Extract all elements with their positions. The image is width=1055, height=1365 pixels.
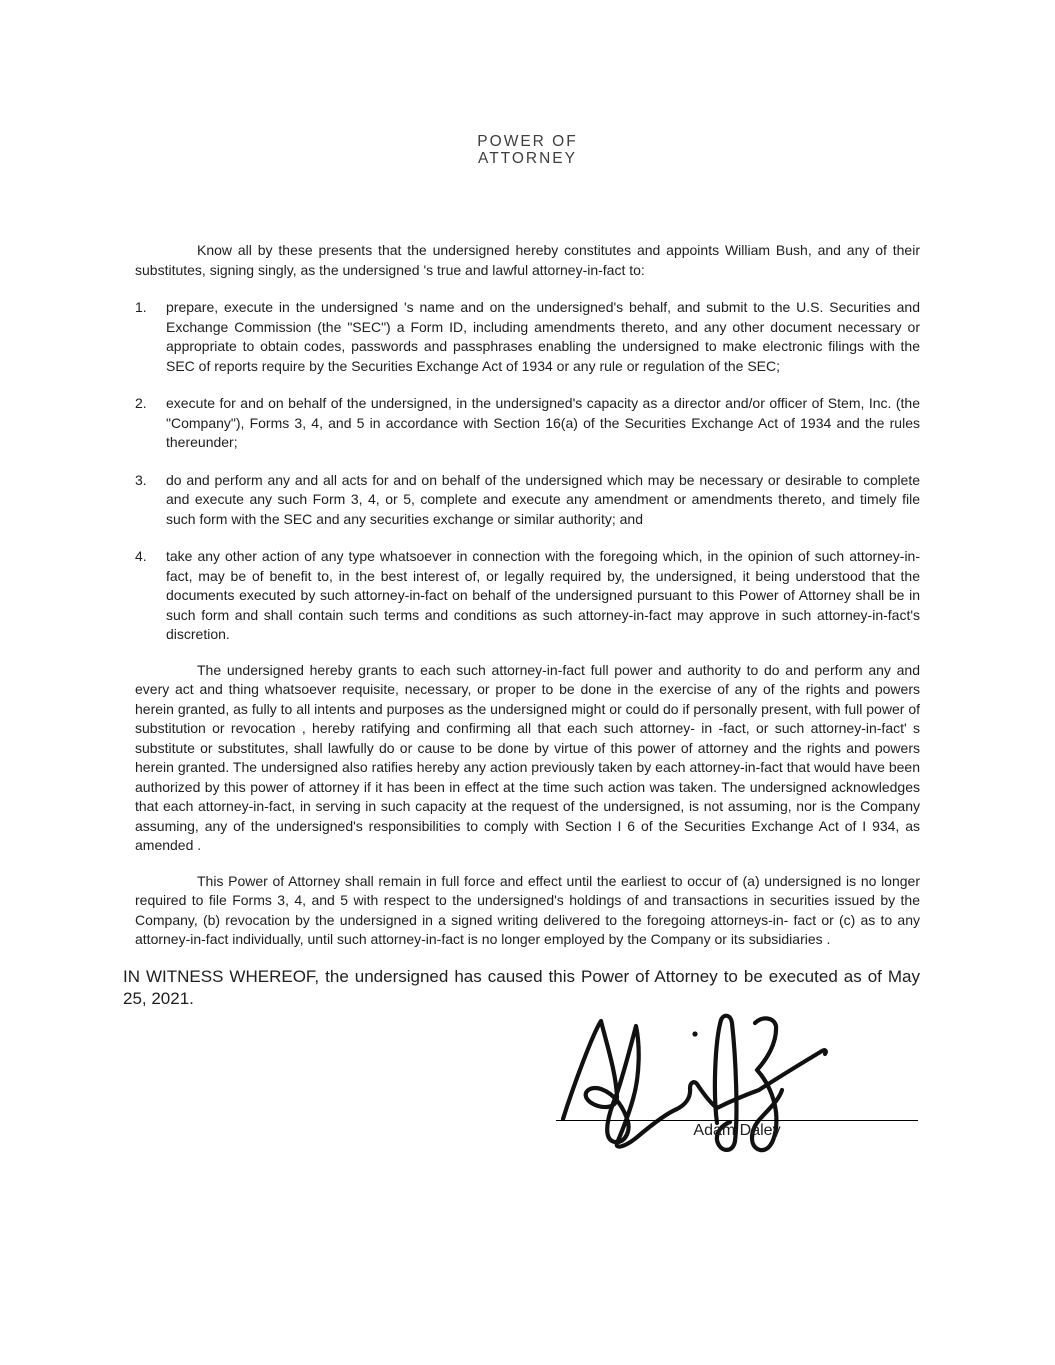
list-item-1-number: 1. <box>135 299 147 315</box>
list-item-3-number: 3. <box>135 471 147 488</box>
list-item-4 <box>135 547 920 645</box>
list-item-2-number: 2. <box>135 395 147 411</box>
list-item-2 <box>135 394 920 453</box>
signer-name: Adam Daley <box>693 1121 781 1139</box>
signature-line <box>556 1120 918 1121</box>
document-title-line-1: POWER OF <box>477 133 578 150</box>
signature-block <box>135 1010 920 1175</box>
witness-clause: IN WITNESS WHEREOF, the undersigned has caused this Power of Attorney to be executed as of May 25, 2021. <box>123 966 920 1008</box>
intro-paragraph: Know all by these presents that the undersigned hereby constitutes and appoints William Bush, and any of their substitutes, signing singly, as the undersigned 's true and lawful attorney-in-fact to: <box>135 242 920 278</box>
list-item-4-number: 4. <box>135 548 147 564</box>
signature-pen-dot <box>692 1031 697 1036</box>
grant-of-authority-paragraph: The undersigned hereby grants to each such attorney-in-fact full power and authority to do and perform any and every act and thing whatsoever requisite, necessary, or proper to be done in the exercise of any of the rights and powers herein granted, as fully to all intents and purposes as the undersigned might or could do if personally present, with full power of substitution or revocation , hereby ratifying and confirming all that each such attorney- in -fact, or such attorney-in-fact' s substitute or substitutes, shall lawfully do or cause to be done by virtue of this power of attorney and the rights and powers herein granted. The undersigned also ratifies hereby any action previously taken by each attorney-in-fact that would have been authorized by this power of attorney if it has been in effect at the time such action was taken. The undersigned acknowledges that each attorney-in-fact, in serving in such capacity at the request of the undersigned, is not assuming, nor is the Company assuming, any of the undersigned's responsibilities to comply with Section I 6 of the Securities Exchange Act of I 934, as amended . <box>135 661 920 853</box>
document-title-line-2: ATTORNEY <box>478 150 577 167</box>
list-item-3-text: do and perform any and all acts for and on behalf of the undersigned which may be necessary or desirable to complete and execute any such Form 3, 4, or 5, complete and execute any amendment or amendments thereto, and timely file such form with the SEC and any securities exchange or similar authority; and <box>166 471 920 527</box>
list-item-1-text: prepare, execute in the undersigned 's name and on the undersigned's behalf, and submit to the U.S. Securities and Exchange Commission (the "SEC") a Form ID, including amendments thereto, and any other document necessary or appropriate to obtain codes, passwords and passphrases enabling the undersigned to make electronic filings with the SEC of reports require by the Securities Exchange Act of 1934 or any rule or regulation of the SEC; <box>166 299 920 374</box>
list-item-3 <box>135 471 920 530</box>
document-title <box>135 0 920 167</box>
list-item-4-text: take any other action of any type whatsoever in connection with the foregoing which, in the opinion of such attorney-in-fact, may be of benefit to, in the best interest of, or legally required by, the undersigned, it being understood that the documents executed by such attorney-in-fact on behalf of the undersigned pursuant to this Power of Attorney shall be in such form and shall contain such terms and conditions as such attorney-in-fact may approve in such attorney-in-fact's discretion. <box>166 548 920 642</box>
list-item-1 <box>135 298 920 376</box>
duration-paragraph: This Power of Attorney shall remain in full force and effect until the earliest to occur of (a) undersigned is no longer required to file Forms 3, 4, and 5 with respect to the undersigned's holdings of and transactions in securities issued by the Company, (b) revocation by the undersigned in a signed writing delivered to the foregoing attorneys-in- fact or (c) as to any attorney-in-fact individually, until such attorney-in-fact is no longer employed by the Company or its subsidiaries . <box>135 872 920 947</box>
list-item-2-text: execute for and on behalf of the undersigned, in the undersigned's capacity as a director and/or officer of Stem, Inc. (the "Company"), Forms 3, 4, and 5 in accordance with Section 16(a) of the Securities Exchange Act of 1934 and the rules thereunder; <box>166 395 920 450</box>
document-body <box>123 0 920 1175</box>
